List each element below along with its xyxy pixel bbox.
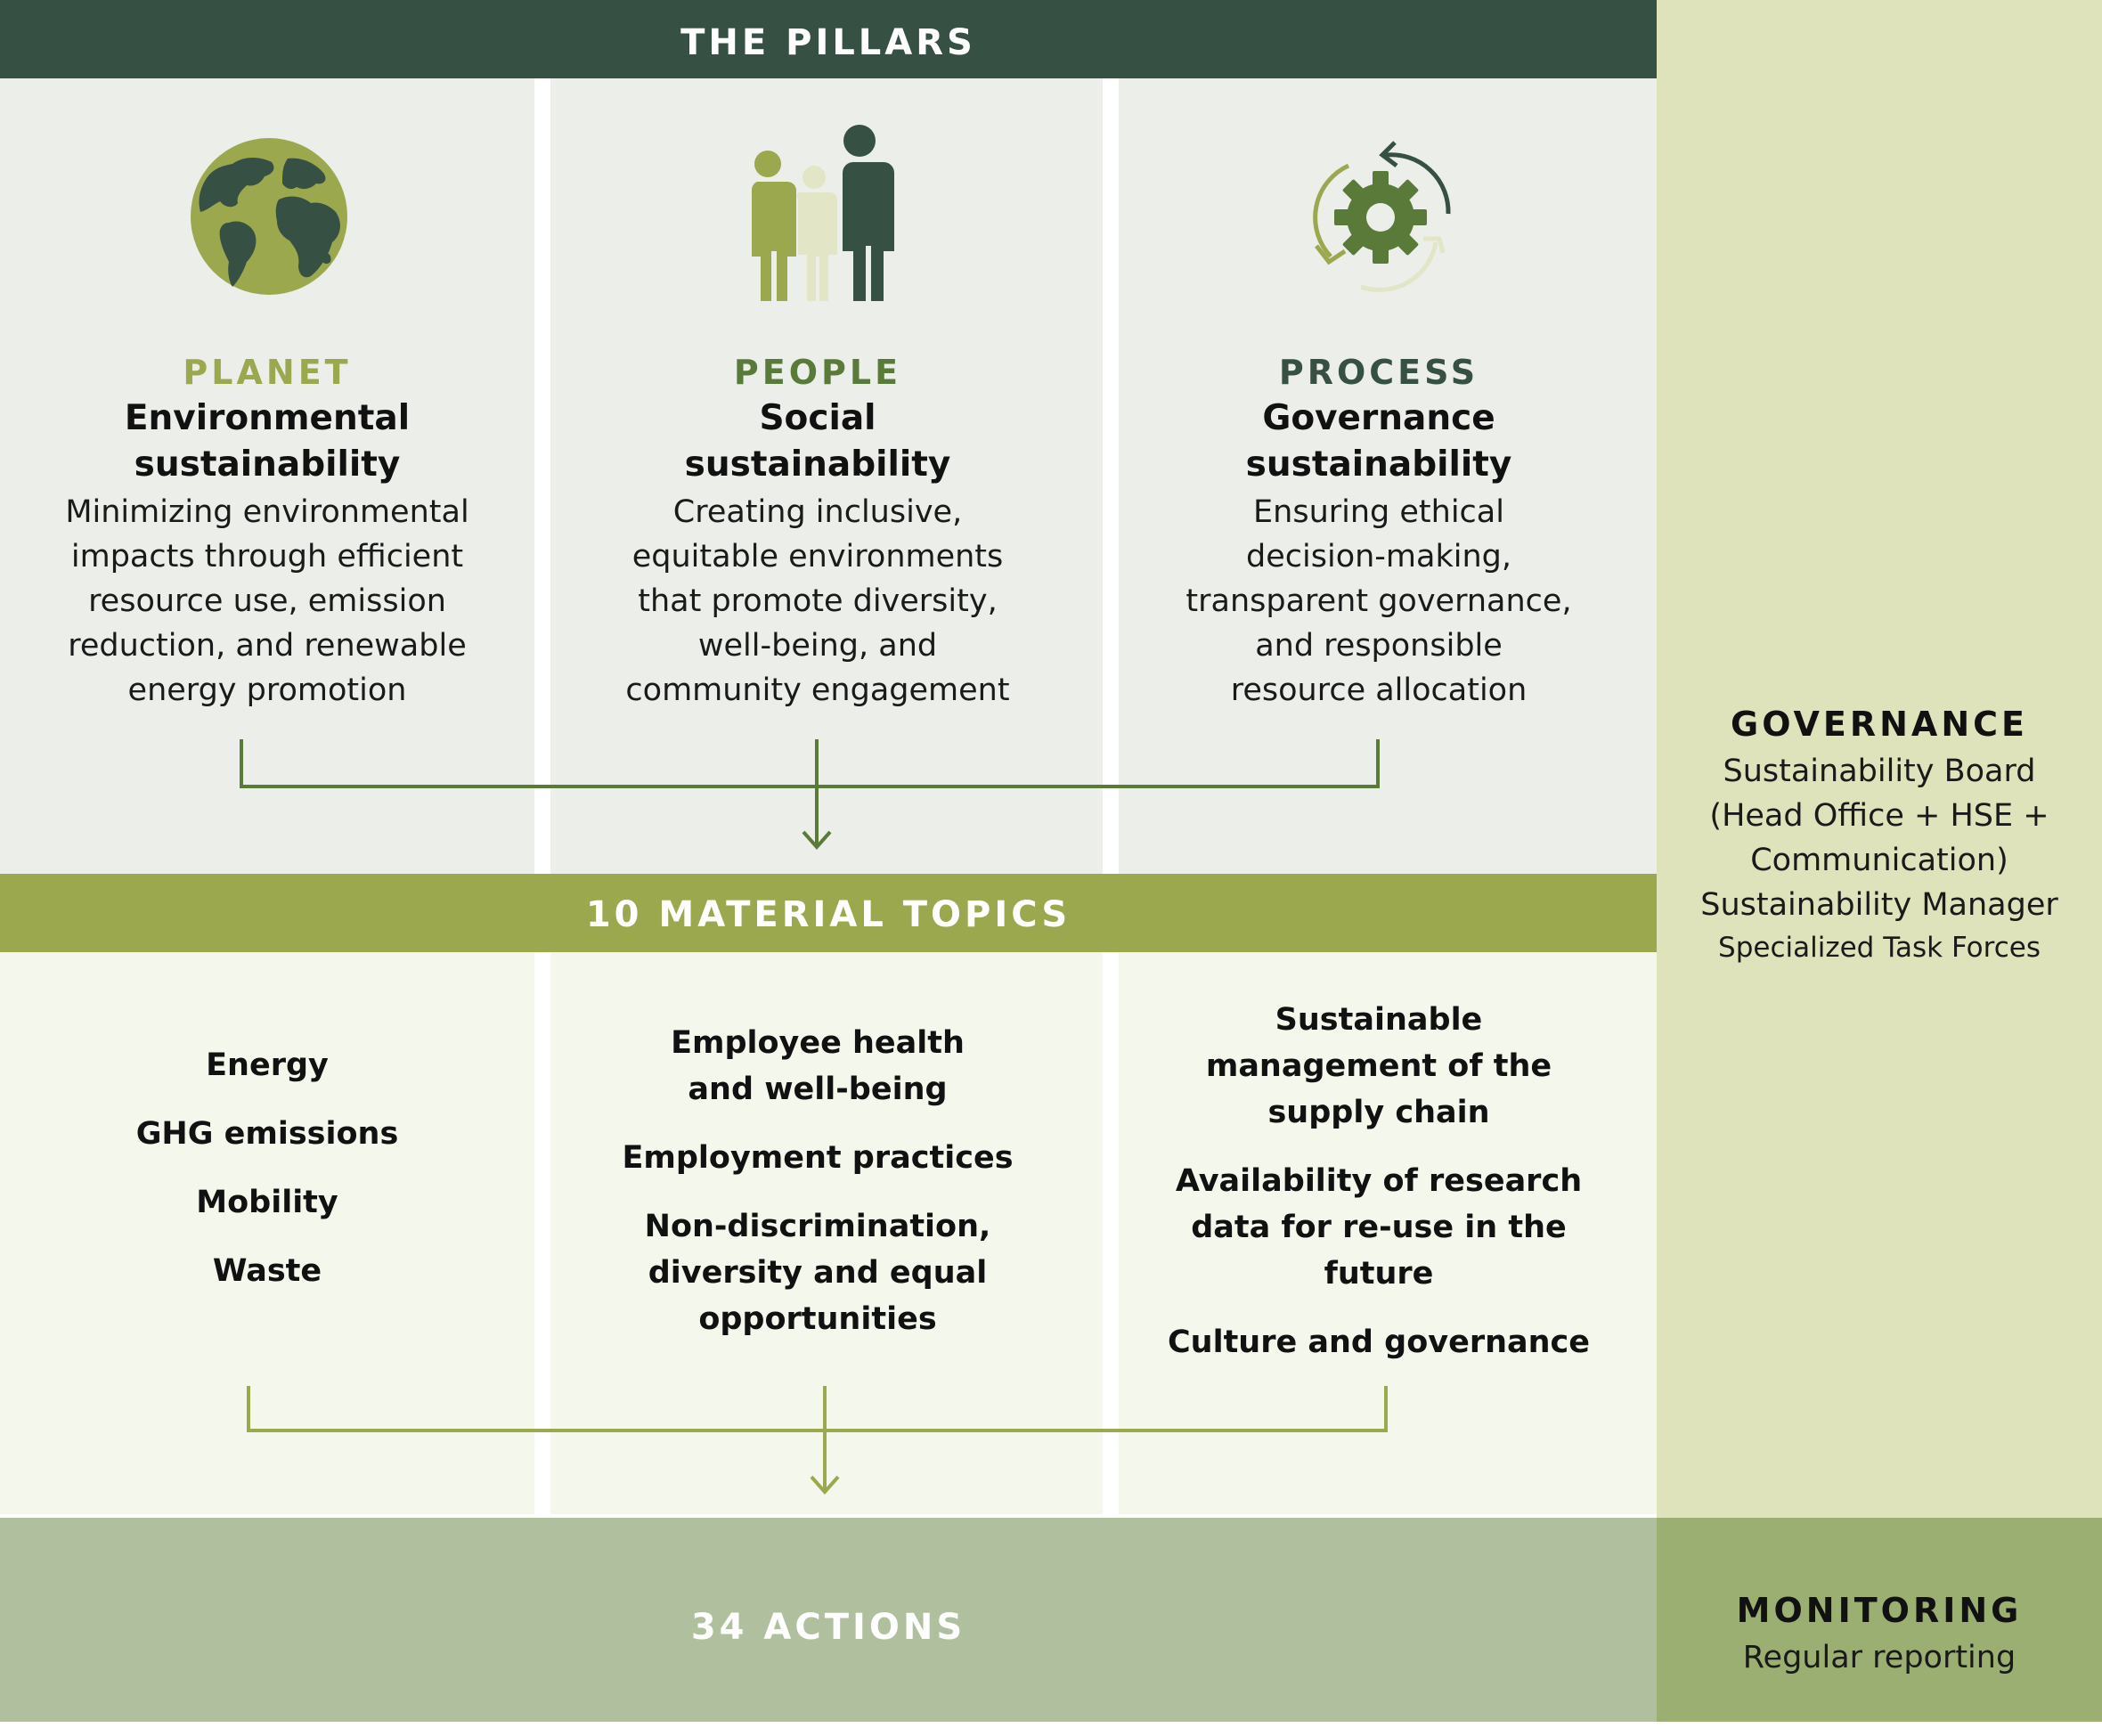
topic-line: Energy xyxy=(206,1047,329,1083)
pillars-header-title: THE PILLARS xyxy=(680,22,976,63)
topic-line: Non-discrimination, xyxy=(644,1209,991,1244)
desc-line: resource use, emission xyxy=(88,583,446,619)
desc-line: reduction, and renewable xyxy=(68,628,467,664)
topic-item xyxy=(550,1020,1085,1113)
pillar-title-process-line2: sustainability xyxy=(1245,444,1512,485)
topic-line: Employment practices xyxy=(622,1140,1014,1176)
governance-block xyxy=(1657,699,2102,968)
desc-line: resource allocation xyxy=(1230,672,1528,708)
governance-task-forces: Specialized Task Forces xyxy=(1718,932,2041,964)
topics-column-people xyxy=(550,1020,1085,1365)
topic-item xyxy=(0,1111,534,1157)
desc-line: energy promotion xyxy=(127,672,407,708)
topics-column-process xyxy=(1112,997,1646,1388)
topic-item xyxy=(1112,1158,1646,1297)
desc-line: that promote diversity, xyxy=(638,583,998,619)
topic-line: opportunities xyxy=(698,1301,937,1337)
topic-line: Waste xyxy=(212,1253,322,1289)
topic-line: GHG emissions xyxy=(135,1116,399,1152)
pillar-kicker-planet: PLANET xyxy=(183,353,352,392)
gear-cycle-icon xyxy=(1306,134,1459,294)
monitoring-block xyxy=(1657,1585,2102,1680)
actions-title: 34 ACTIONS xyxy=(690,1606,966,1648)
globe-icon xyxy=(190,137,348,296)
topic-item xyxy=(1112,997,1646,1136)
topic-item xyxy=(0,1179,534,1226)
topics-connector xyxy=(0,1379,1657,1504)
topic-line: and well-being xyxy=(688,1072,948,1107)
topic-line: management of the xyxy=(1205,1048,1552,1084)
topic-line: Culture and governance xyxy=(1167,1324,1591,1360)
topic-item xyxy=(0,1042,534,1088)
governance-line: Communication) xyxy=(1750,843,2008,878)
governance-line: (Head Office + HSE + xyxy=(1709,798,2049,834)
topic-item xyxy=(550,1135,1085,1181)
pillar-title-people-line2: sustainability xyxy=(684,444,951,485)
pillar-people xyxy=(550,349,1085,713)
monitoring-subtitle: Regular reporting xyxy=(1742,1640,2016,1675)
topic-item xyxy=(550,1203,1085,1342)
topic-item xyxy=(1112,1319,1646,1365)
topic-line: Sustainable xyxy=(1275,1002,1483,1038)
topic-line: Availability of research xyxy=(1175,1163,1583,1199)
topic-line: Employee health xyxy=(671,1025,965,1061)
topic-line: diversity and equal xyxy=(648,1255,988,1291)
topics-header-title: 10 MATERIAL TOPICS xyxy=(585,894,1071,935)
topic-line: future xyxy=(1324,1256,1434,1292)
pillar-kicker-process: PROCESS xyxy=(1278,353,1479,392)
governance-line: Sustainability Board xyxy=(1723,754,2036,789)
topic-line: data for re-use in the xyxy=(1191,1210,1567,1245)
topics-column-planet xyxy=(0,1042,534,1316)
desc-line: well-being, and xyxy=(697,628,938,664)
pillar-kicker-people: PEOPLE xyxy=(733,353,902,392)
pillar-title-planet-line1: Environmental xyxy=(124,398,411,438)
monitoring-title: MONITORING xyxy=(1736,1591,2023,1630)
pillar-planet xyxy=(0,349,534,713)
pillar-title-planet-line2: sustainability xyxy=(134,444,401,485)
governance-title: GOVERNANCE xyxy=(1731,705,2028,744)
desc-line: equitable environments xyxy=(631,539,1004,575)
pillar-process xyxy=(1112,349,1646,713)
pillar-desc-process xyxy=(1112,490,1646,713)
pillar-desc-planet xyxy=(0,490,534,713)
pillar-title-process-line1: Governance xyxy=(1262,398,1495,438)
topic-item xyxy=(0,1248,534,1294)
desc-line: transparent governance, xyxy=(1185,583,1572,619)
pillars-connector xyxy=(0,730,1657,855)
people-icon xyxy=(736,125,900,301)
desc-line: Minimizing environmental xyxy=(65,494,469,530)
pillar-title-people-line1: Social xyxy=(759,398,876,438)
desc-line: Ensuring ethical xyxy=(1253,494,1504,530)
desc-line: community engagement xyxy=(625,672,1010,708)
topic-line: Mobility xyxy=(196,1185,338,1220)
desc-line: impacts through efficient xyxy=(70,539,464,575)
desc-line: Creating inclusive, xyxy=(672,494,963,530)
governance-line: Sustainability Manager xyxy=(1700,887,2058,923)
desc-line: decision-making, xyxy=(1246,539,1511,575)
topic-line: supply chain xyxy=(1267,1095,1490,1130)
desc-line: and responsible xyxy=(1255,628,1503,664)
pillar-desc-people xyxy=(550,490,1085,713)
